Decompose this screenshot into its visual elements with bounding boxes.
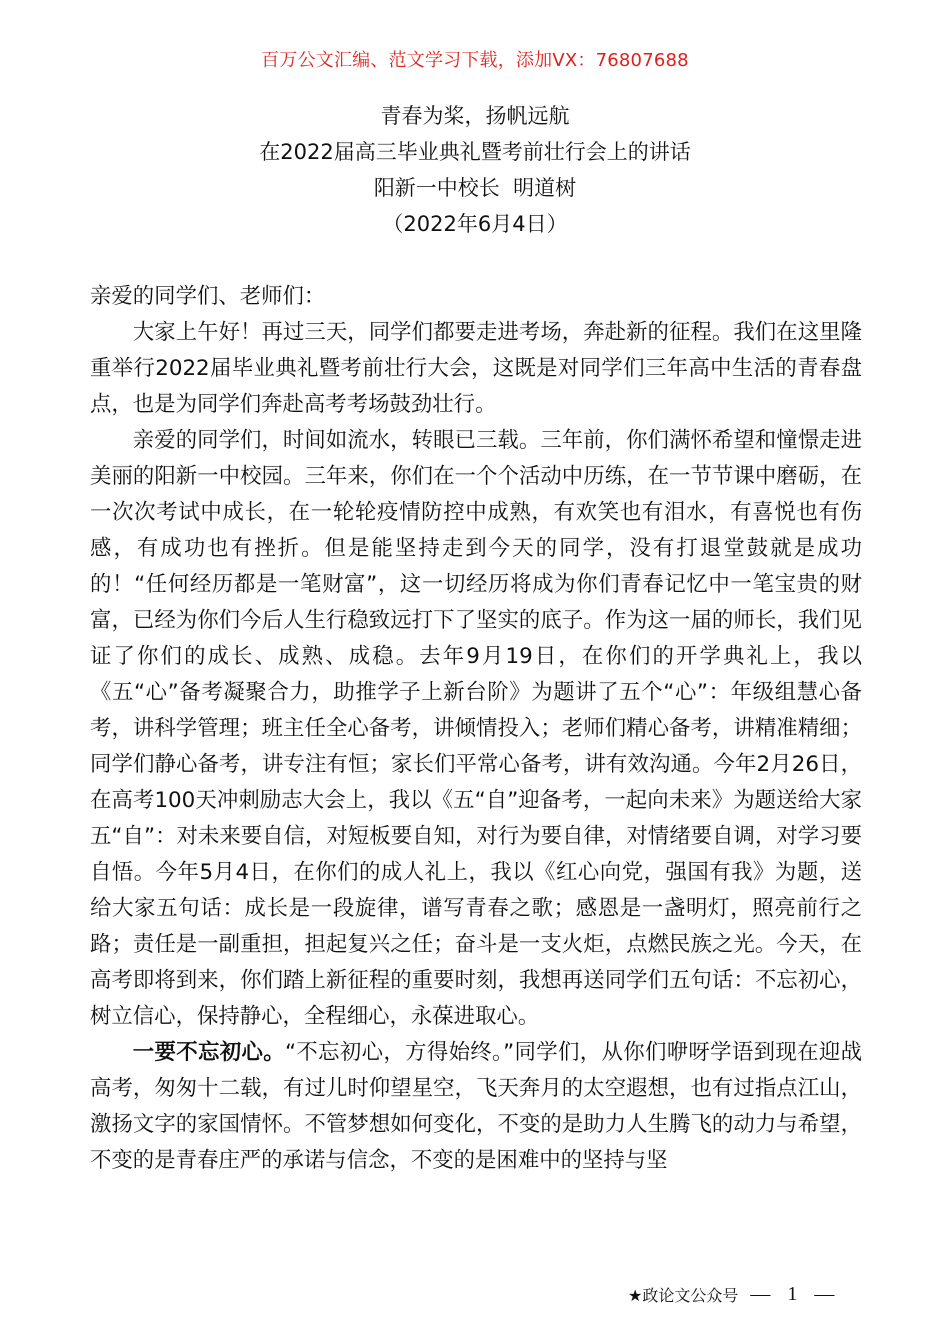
- document-body: [90, 279, 862, 1179]
- paragraph: 亲爱的同学们，时间如流水，转眼已三载。三年前，你们满怀希望和憧憬走进美丽的阳新一中校园。三年来，你们在一个个活动中历练，在一节节课中磨砺，在一次次考试中成长，在一轮轮疫情防控中成熟，有欢笑也有泪水，有喜悦也有伤感，有成功也有挫折。但是能坚持走到今天的同学，没有打退堂鼓就是成功的！“任何经历都是一笔财富”，这一切经历将成为你们青春记忆中一笔宝贵的财富，已经为你们今后人生行稳致远打下了坚实的底子。作为这一届的师长，我们见证了你们的成长、成熟、成稳。去年9月19日，在你们的开学典礼上，我以《五“心”备考凝聚合力，助推学子上新台阶》为题讲了五个“心”：年级组慧心备考，讲科学管理；班主任全心备考，讲倾情投入；老师们精心备考，讲精准精细；同学们静心备考，讲专注有恒；家长们平常心备考，讲有效沟通。今年2月26日，在高考100天冲刺励志大会上，我以《五“自”迎备考，一起向未来》为题送给大家五“自”：对未来要自信，对短板要自知，对行为要自律，对情绪要自调，对学习要自悟。今年5月4日，在你们的成人礼上，我以《红心向党，强国有我》为题，送给大家五句话：成长是一段旋律，谱写青春之歌；感恩是一盏明灯，照亮前行之路；责任是一副重担，担起复兴之任；奋斗是一支火炬，点燃民族之光。今天，在高考即将到来，你们踏上新征程的重要时刻，我想再送同学们五句话：不忘初心，树立信心，保持静心，全程细心，永葆进取心。: [90, 428, 862, 1029]
- footer-source: ★政论文公众号: [628, 1286, 739, 1305]
- section-text: “不忘初心，方得始终。”同学们，从你们咿呀学语到现在迎战高考，匆匆十二载，有过儿时仰望星空，飞天奔月的太空遐想，也有过指点江山，激扬文字的家国情怀。不管梦想如何变化，不变的是助力人生腾飞的动力与希望，不变的是青春庄严的承诺与信念，不变的是困难中的坚持与坚: [90, 1040, 862, 1173]
- document-author: 阳新一中校长 明道树: [373, 176, 577, 200]
- document-subtitle: 在2022届高三毕业典礼暨考前壮行会上的讲话: [259, 140, 691, 164]
- document-date: （2022年6月4日）: [382, 212, 568, 236]
- watermark-banner: 百万公文汇编、范文学习下载，添加VX：76807688: [261, 50, 689, 71]
- page-number: — 1 —: [750, 1283, 841, 1305]
- title-block: [0, 98, 950, 242]
- salutation: 亲爱的同学们、老师们：: [90, 284, 326, 309]
- section-heading: 一要不忘初心。: [132, 1040, 285, 1065]
- page-footer: [628, 1283, 840, 1306]
- document-title: 青春为桨，扬帆远航: [380, 104, 570, 128]
- paragraph: 大家上午好！再过三天，同学们都要走进考场，奔赴新的征程。我们在这里隆重举行2022届毕业典礼暨考前壮行大会，这既是对同学们三年高中生活的青春盘点，也是为同学们奔赴高考考场鼓劲壮行。: [90, 320, 862, 417]
- section-paragraph: [90, 1035, 862, 1179]
